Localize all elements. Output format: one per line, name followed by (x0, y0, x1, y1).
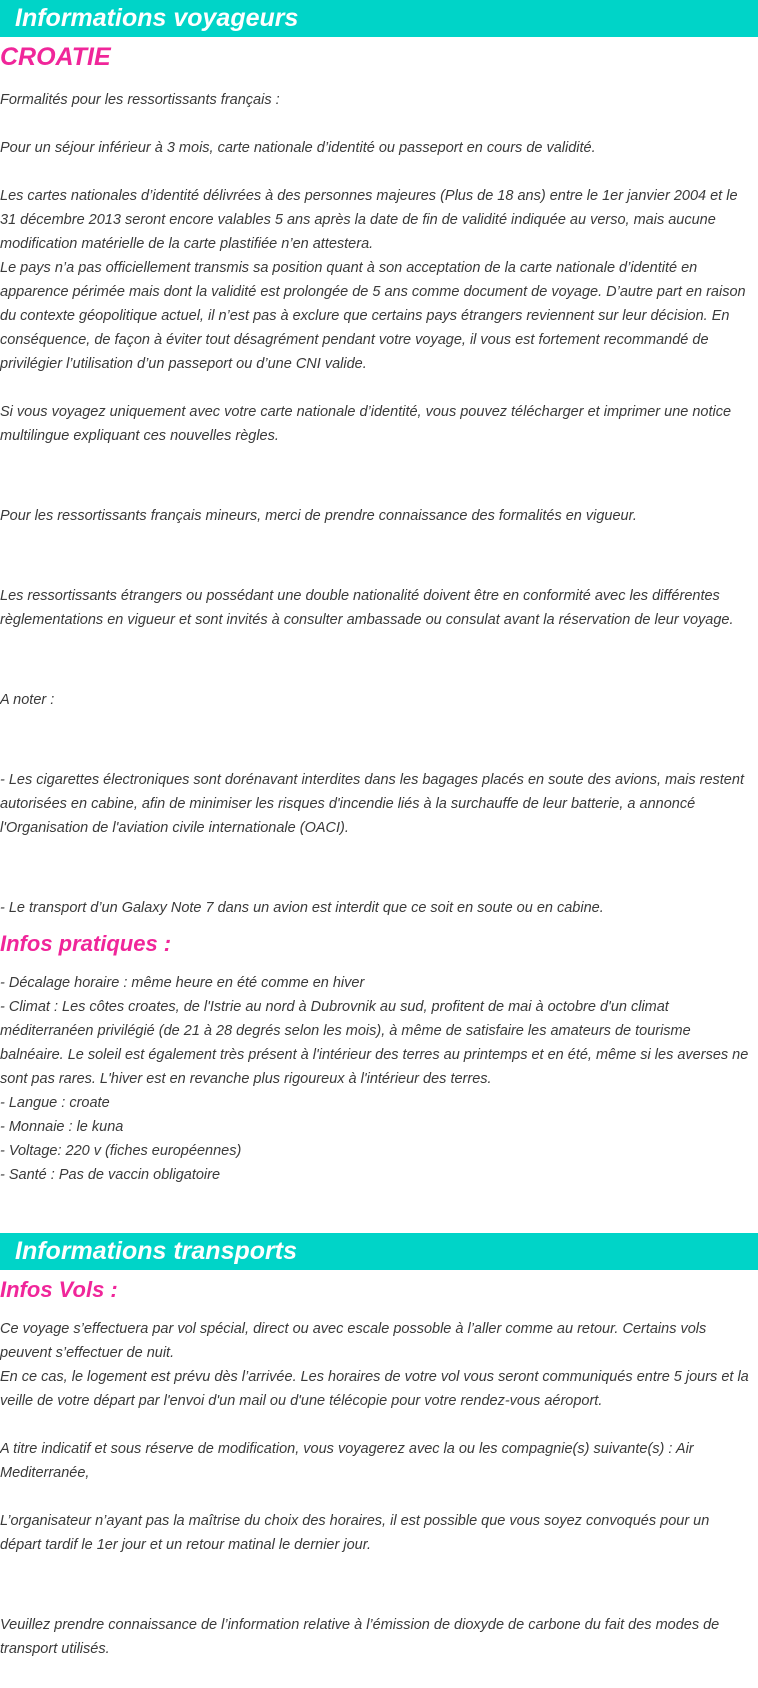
logement-text: En ce cas, le logement est prévu dès l’arrivée. Les horaires de votre vol vous seront communiqués entre 5 jours et la veille de votre départ par l'envoi d'un mail ou d'une télécopie pour votre rendez-vous aéroport. (0, 1369, 749, 1409)
infos-vols-title: Infos Vols : (0, 1277, 118, 1302)
langue-text: - Langue : croate (0, 1095, 110, 1111)
formalites-title: Formalités pour les ressortissants français : (0, 92, 280, 108)
monnaie-text: - Monnaie : le kuna (0, 1119, 124, 1135)
vol-special-text: Ce voyage s’effectuera par vol spécial, direct ou avec escale possoble à l’aller comme au retour. Certains vols peuvent s’effectuer de nuit. (0, 1321, 707, 1361)
notice-text: Si vous voyagez uniquement avec votre carte nationale d’identité, vous pouvez télécharger et imprimer une notice multilingue expliquant ces nouvelles règles. (0, 404, 732, 444)
mineurs-text: Pour les ressortissants français mineurs, merci de prendre connaissance des formalités en vigueur. (0, 508, 637, 524)
galaxy-text: - Le transport d’un Galaxy Note 7 dans un avion est interdit que ce soit en soute ou en cabine. (0, 900, 604, 916)
sante-text: - Santé : Pas de vaccin obligatoire (0, 1167, 221, 1183)
section-banner-voyageurs: Informations voyageurs (0, 0, 758, 37)
organisateur-text: L’organisateur n’ayant pas la maîtrise du choix des horaires, il est possible que vous soyez convoqués pour un départ tardif le 1er jour et un retour matinal le dernier jour. (0, 1513, 710, 1553)
country-title: CROATIE (0, 43, 111, 71)
a-noter-label: A noter : (0, 692, 55, 708)
voltage-text: - Voltage: 220 v (fiches européennes) (0, 1143, 242, 1159)
section-banner-transports: Informations transports (0, 1233, 758, 1270)
climat-text: - Climat : Les côtes croates, de l'Istrie au nord à Dubrovnik au sud, profitent de mai à octobre d'un climat méditerranéen privilégié (de 21 à 28 degrés selon les mois), à même de satisfaire les amateurs de tourisme balnéaire. Le soleil est également très présent à l'intérieur des terres au printemps et en été, même si les averses ne sont pas rares. L'hiver est en revanche plus rigoureux à l'intérieur des terres. (0, 999, 749, 1087)
sejour-text: Pour un séjour inférieur à 3 mois, carte nationale d’identité ou passeport en cours de validité. (0, 140, 596, 156)
co2-text: Veuillez prendre connaissance de l’information relative à l’émission de dioxyde de carbone du fait des modes de transport utilisés. (0, 1617, 720, 1657)
cni-text-2: Le pays n’a pas officiellement transmis sa position quant à son acceptation de la carte nationale d’identité en apparence périmée mais dont la validité est prolongée de 5 ans comme document de voyage. D’autre part en raison du contexte géopolitique actuel, il n’est pas à exclure que certains pays étrangers reviennent sur leur décision. En conséquence, de façon à éviter tout désagrément pendant votre voyage, il vous est fortement recommandé de privilégier l’utilisation d’un passeport ou d’une CNI valide. (0, 260, 746, 372)
compagnie-text: A titre indicatif et sous réserve de modification, vous voyagerez avec la ou les compagnie(s) suivante(s) : Air Mediterranée, (0, 1441, 694, 1481)
cigarettes-text: - Les cigarettes électroniques sont dorénavant interdites dans les bagages placés en soute des avions, mais restent autorisées en cabine, afin de minimiser les risques d'incendie liés à la surchauffe de leur batterie, a annoncé l'Organisation de l'aviation civile internationale (OACI). (0, 772, 744, 836)
cni-text-1: Les cartes nationales d’identité délivrées à des personnes majeures (Plus de 18 ans) entre le 1er janvier 2004 et le 31 décembre 2013 seront encore valables 5 ans après la date de fin de validité indiquée au verso, mais aucune modification matérielle de la carte plastifiée n’en attestera. (0, 188, 738, 252)
infos-pratiques-title: Infos pratiques : (0, 931, 172, 956)
decalage-text: - Décalage horaire : même heure en été comme en hiver (0, 975, 365, 991)
etrangers-text: Les ressortissants étrangers ou possédant une double nationalité doivent être en conformité avec les différentes règlementations en vigueur et sont invités à consulter ambassade ou consulat avant la réservation de leur voyage. (0, 588, 734, 628)
